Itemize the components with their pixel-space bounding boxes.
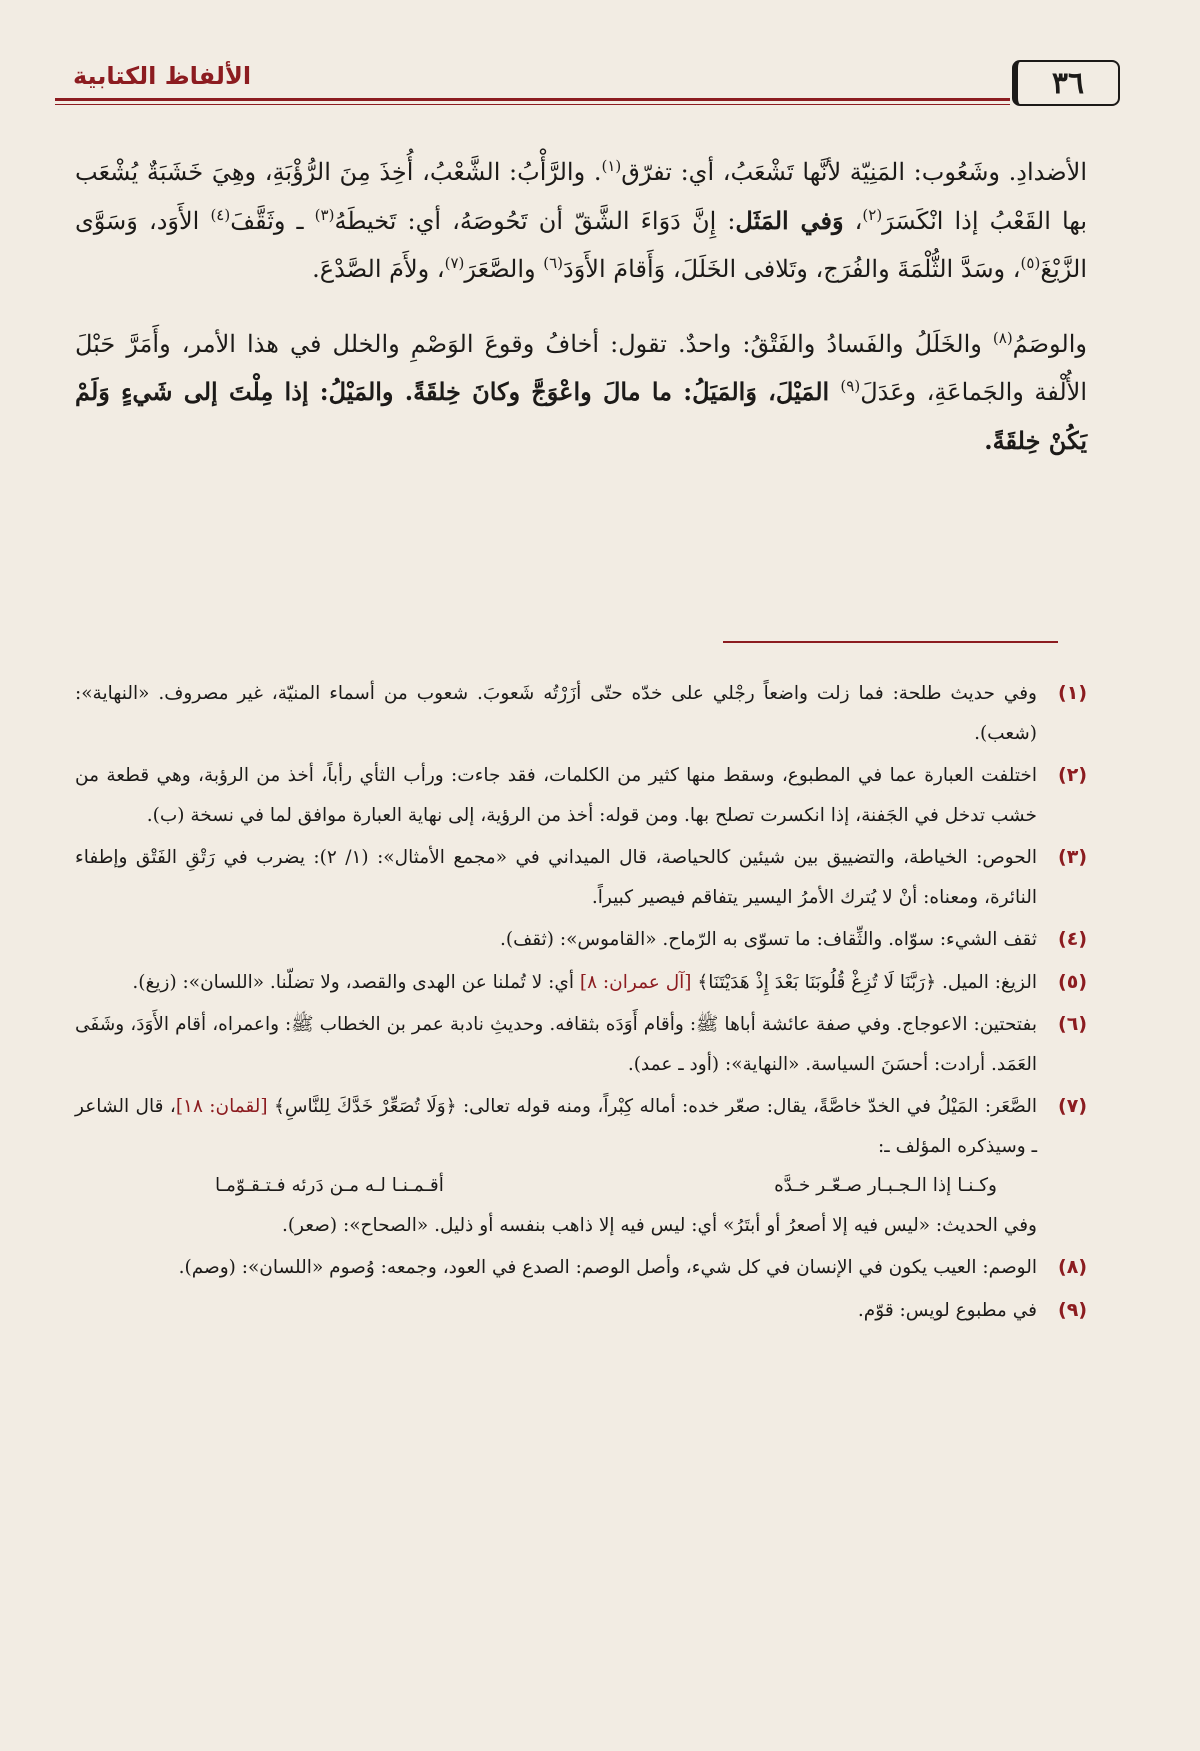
text-run: ، وسَدَّ الثُّلْمَةَ والفُرَج، وتَلافى الخَلَلَ، وَأَقامَ الأَوَدَ [563,255,1021,283]
footnote-number: (٤) [1058,928,1087,950]
text-run: أي: لا تُملنا عن الهدى والقصد، ولا تضلّنا. «اللسان»: (زيغ). [132,971,574,993]
header-rule-thin [55,104,1010,105]
footnote-number: (٦) [1058,1013,1087,1035]
footnote-4 [75,920,1087,960]
quran-verse: ﴿رَبَّنَا لَا تُزِغْ قُلُوبَنَا بَعْدَ إِذْ هَدَيْتَنَا﴾ [697,971,937,993]
proverb-label: وَفي المَثَل [735,205,844,235]
text-run: والوصَمُ [1012,329,1087,358]
footnote-number: (٣) [1058,846,1087,868]
page-number: ٣٦ [1012,60,1120,106]
text-run: : إِنَّ دَوَاءَ الشَّقّ أن تَحُوصَهُ، أي: تَخيطَهُ [334,206,736,235]
footnotes [75,674,1087,1333]
footnote-ref-3: (٣) [314,205,335,224]
main-text [75,148,1087,465]
footnote-text: الوصم: العيب يكون في الإنسان في كل شيء، وأصل الوصم: الصدع في العود، وجمعه: وُصوم «اللسان»: (وصم). [178,1257,1037,1278]
footnote-ref-8: (٨) [992,328,1013,347]
quran-verse: ﴿وَلَا تُصَعِّرْ خَدَّكَ لِلنَّاسِ﴾ [274,1096,457,1117]
footnote-9 [75,1291,1087,1331]
footnote-2 [75,756,1087,835]
footnote-text [75,963,1037,1003]
footnote-number: (٩) [1058,1298,1087,1321]
paragraph-2 [75,320,1087,466]
footnote-number: (٨) [1058,1256,1087,1278]
footnote-5 [75,963,1087,1003]
text-run: ، [843,206,863,235]
text-run: والخَلَلُ والفَسادُ والفَتْقُ: واحدٌ. تقول: أخافُ وقوعَ الوَصْمِ والخلل في هذا الأمر، وأَمَرَّ حَبْلَ الأُلْفة والجَماعَةِ، وعَدَلَ [75,329,1088,406]
text-run: ، ولأَمَ الصَّدْعَ. [312,255,445,283]
text-run: ، قال الشاعر ـ وسيذكره المؤلف ـ: [75,1096,1037,1157]
footnote-text: اختلفت العبارة عما في المطبوع، وسقط منها كثير من الكلمات، فقد جاءت: ورأب الثأي رأباً، أخذ من الرؤبة، وهي قطعة من خشب تدخل في الجَفنة، إذا انكسرت تصلح بها. ومن قوله: أخذ من الرؤية، إلى نهاية العبارة موافق لما في نسخة (ب). [75,765,1037,826]
running-title: الألفاظ الكتابية [73,62,252,90]
footnote-ref-2: (٢) [862,205,883,224]
quran-reference: [لقمان: ١٨] [175,1096,275,1117]
footnote-ref-4: (٤) [210,205,231,224]
footnote-text: وفي حديث طلحة: فما زلت واضعاً رجْلي على خدّه حتّى أزَرْتُه شَعوبَ. شعوب من أسماء المنيّة، غير مصروف. «النهاية»: (شعب). [75,683,1037,744]
text-run: الأضدادِ. وشَعُوب: المَنِيّة لأنَّها تَشْعَبُ، أي: تفرّق [621,158,1087,186]
footnote-8 [75,1248,1087,1288]
footnote-ref-6: (٦) [543,254,564,272]
footnote-number: (٢) [1058,764,1087,786]
footnote-7 [75,1087,1087,1245]
footnote-number: (٧) [1058,1095,1087,1117]
text-run: الزيغ: الميل. [936,971,1037,993]
footnote-text: الحوص: الخياطة، والتضييق بين شيئين كالحياصة، قال الميداني في «مجمع الأمثال»: (١/ ٢): يضرب في رَتْقِ الفَتْق وإطفاء النائرة، ومعناه: أنْ لا يُترك الأمرُ اليسير يتفاقم فيصير كبيراً. [75,847,1037,908]
footnote-ref-1: (١) [601,157,622,175]
footnote-text [75,1087,1037,1166]
header-rule [55,98,1010,101]
footnote-text: ثقف الشيء: سوّاه. والثِّقاف: ما تسوّى به الرّماح. «القاموس»: (ثقف). [499,929,1037,950]
footnote-number: (٥) [1058,970,1087,993]
text-run: المَيْلَ، وَالمَيَلُ: ما مالَ واعْوَجَّ وكانَ خِلقَةً. والمَيْلُ: إذا مِلْتَ إلى شَيءٍ وَلَمْ يَكُنْ خِلقَةً. [75,377,1087,455]
footnote-ref-7: (٧) [444,254,465,272]
verse-hemistich-second: أقـمـنـا لـه مـن دَرئه فـتـقـوّمـا [215,1175,444,1196]
footnote-3 [75,838,1087,917]
poetry-verse [75,1166,1037,1206]
footnote-number: (١) [1058,682,1087,704]
paragraph-1 [75,148,1087,294]
footnote-ref-5: (٥) [1020,254,1041,272]
text-run: . والرَّأْبُ: الشَّعْبُ، أُخِذَ مِنَ الرُّؤْبَةِ، وهِيَ خَشَبَةٌ يُشْعَب بها القَعْبُ إذا انْكَسَرَ [75,158,1088,235]
text-run: والصَّعَرَ [464,255,544,283]
footnote-text: في مطبوع لويس: قوّم. [857,1299,1037,1321]
footnote-separator [723,641,1058,643]
text-run: الصَّعَر: المَيْلُ في الخدّ خاصَّةً، يقال: صعّر خده: أماله كِبْراً، ومنه قوله تعالى: [456,1096,1037,1117]
text-run: الأَوَد، وَسَوَّى الزَّيْغَ [75,206,1087,283]
text-run: ـ وثَقَّفَ [230,206,315,235]
footnote-1 [75,674,1087,753]
footnote-text: وفي الحديث: «ليس فيه إلا أصعرُ أو أبتَرُ» أي: ليس فيه إلا ذاهب بنفسه أو ذليل. «الصحاح»: (صعر). [281,1214,1037,1236]
footnote-ref-9: (٩) [840,377,861,395]
footnote-text: بفتحتين: الاعوجاج. وفي صفة عائشة أباها ﷺ: وأقام أَوَدَه بثقافه. وحديثِ نادبة عمر بن الخطاب ﷺ: واعمراه، أقام الأَوَدَ، وشَفَى العَمَد. أرادت: أحسَنَ السياسة. «النهاية»: (أود ـ عمد). [75,1014,1037,1075]
footnote-6 [75,1005,1087,1084]
page-header [55,58,1120,108]
verse-hemistich-first: وكـنـا إذا الـجـبـار صـعّـر خـدَّه [774,1175,997,1196]
quran-reference: [آل عمران: ٨] [574,971,698,993]
